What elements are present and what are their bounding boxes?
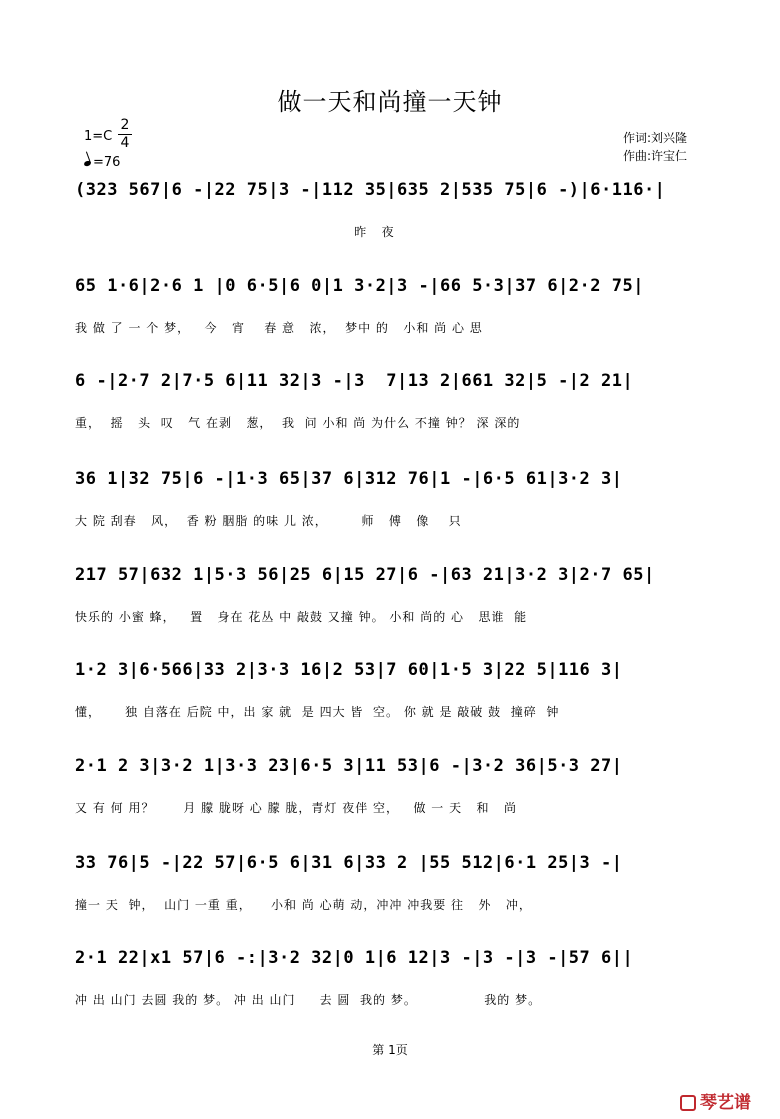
notation-line — [75, 176, 725, 206]
lyrics-line: 懂， 独 自落在 后院 中，出 家 就 是 四大 皆 空。 你 就 是 敲破 鼓 撞碎 钟 — [75, 705, 560, 719]
site-logo — [680, 1088, 751, 1113]
score-row — [75, 561, 725, 641]
notation-line — [75, 752, 725, 782]
score-row — [75, 849, 725, 929]
notation-text: 33 76|5 -|22 57|6·5 6|31 6|33 2 |55 512|6·1 25|3 -| — [75, 853, 623, 873]
logo-text: 琴艺谱 — [700, 1093, 751, 1113]
lyrics-line: 冲 出 山门 去圆 我的 梦。 冲 出 山门 去 圆 我的 梦。 我的 梦。 — [75, 993, 542, 1007]
notation-text: 6 -|2·7 2|7·5 6|11 32|3 -|3 7|13 2|661 32|5 -|2 21| — [75, 371, 634, 391]
score-row — [75, 465, 725, 545]
score-row — [75, 752, 725, 832]
time-signature-bottom: 4 — [120, 135, 130, 151]
notation-line — [75, 944, 725, 974]
lyrics-line: 我 做 了 一 个 梦， 今 宵 春 意 浓， 梦中 的 小和 尚 心 思 — [75, 321, 483, 335]
notation-line — [75, 849, 725, 879]
notation-text: (323 567|6 -|22 75|3 -|112 35|635 2|535 75|6 -)|6·116·| — [75, 180, 666, 200]
lyrics-line: 又 有 何 用？ 月 朦 胧呀 心 朦 胧，青灯 夜伴 空， 做 一 天 和 尚 — [75, 801, 517, 815]
score-row — [75, 656, 725, 736]
tempo-marking — [84, 155, 120, 170]
notation-text: 217 57|632 1|5·3 56|25 6|15 27|6 -|63 21|3·2 3|2·7 65| — [75, 565, 655, 585]
notation-line — [75, 465, 725, 495]
quarter-note-icon — [83, 160, 91, 167]
lyrics-line: 大 院 刮春 风， 香 粉 胭脂 的味 儿 浓， 师 傅 像 只 — [75, 514, 462, 528]
score-row — [75, 176, 725, 256]
notation-text: 1·2 3|6·566|33 2|3·3 16|2 53|7 60|1·5 3|22 5|116 3| — [75, 660, 623, 680]
notation-line — [75, 367, 725, 397]
notation-line — [75, 561, 725, 591]
lyrics-line: 撞一 天 钟， 山门 一重 重， 小和 尚 心萌 动，冲冲 冲我要 往 外 冲， — [75, 898, 532, 912]
notation-text: 2·1 22|x1 57|6 -:|3·2 32|0 1|6 12|3 -|3 -|3 -|57 6|| — [75, 948, 634, 968]
key-signature: 1=C — [84, 129, 113, 144]
notation-text: 65 1·6|2·6 1 |0 6·5|6 0|1 3·2|3 -|66 5·3|37 6|2·2 75| — [75, 276, 644, 296]
song-title: 做一天和尚撞一天钟 — [277, 88, 503, 116]
tempo-value: =76 — [93, 155, 121, 170]
notation-text: 36 1|32 75|6 -|1·3 65|37 6|312 76|1 -|6·5 61|3·2 3| — [75, 469, 623, 489]
notation-line — [75, 656, 725, 686]
lyrics-line: 昨 夜 — [75, 225, 395, 239]
score-row — [75, 272, 725, 352]
lyrics-line: 快乐的 小蜜 蜂， 置 身在 花丛 中 敲鼓 又撞 钟。 小和 尚的 心 思谁 能 — [75, 610, 528, 624]
time-signature — [118, 118, 132, 151]
score-row — [75, 944, 725, 1024]
score-row — [75, 367, 725, 447]
lyrics-line: 重， 摇 头 叹 气 在剥 葱， 我 问 小和 尚 为什么 不撞 钟？ 深 深的 — [75, 416, 521, 430]
composer-credit: 作曲:许宝仁 — [623, 149, 688, 163]
notation-text: 2·1 2 3|3·2 1|3·3 23|6·5 3|11 53|6 -|3·2 36|5·3 27| — [75, 756, 623, 776]
page-number: 第 1页 — [372, 1043, 408, 1057]
lyricist-credit: 作词:刘兴隆 — [623, 131, 688, 145]
time-signature-top: 2 — [120, 117, 130, 133]
logo-mark-icon — [680, 1095, 696, 1111]
notation-line — [75, 272, 725, 302]
